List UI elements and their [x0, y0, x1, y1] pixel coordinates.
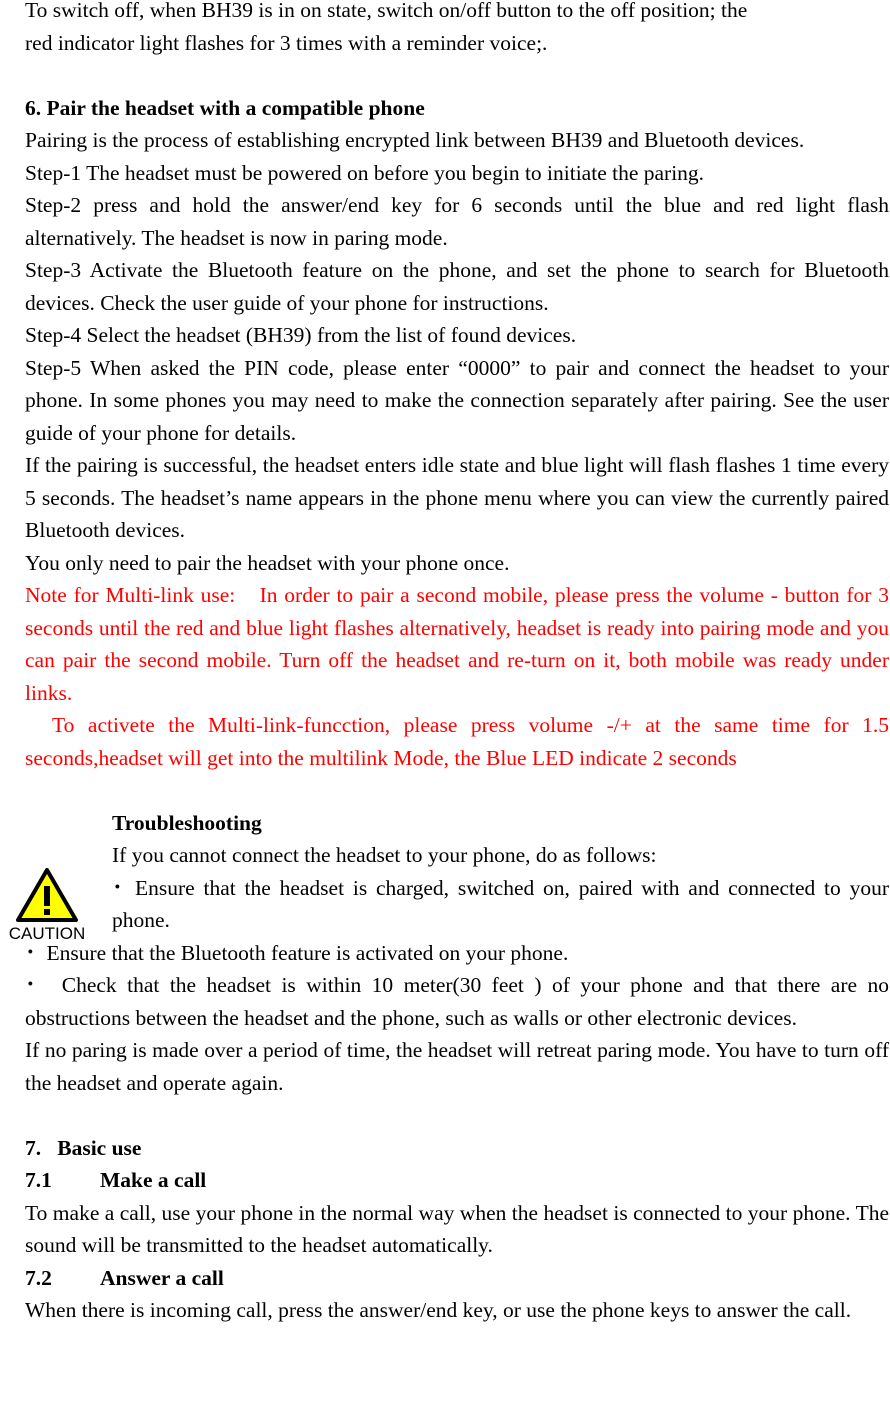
document-body — [25, 0, 889, 1327]
troubleshooting-retreat: If no paring is made over a period of time, the headset will retreat paring mode. You have to turn off the headset and operate again. — [25, 1038, 889, 1095]
pair-once: You only need to pair the headset with your phone once. — [25, 550, 510, 575]
section-7-1-heading — [25, 1164, 889, 1197]
step-2: Step-2 press and hold the answer/end key for 6 seconds until the blue and red light flash alternatively. The headset is now in paring mode. — [25, 193, 889, 250]
section-7-2-title: Answer a call — [100, 1265, 224, 1290]
section-7-1-title: Make a call — [100, 1168, 207, 1192]
section-6-heading: 6. Pair the headset with a compatible phone — [25, 95, 425, 120]
multilink-note: Note for Multi-link use: In order to pair a second mobile, please press the volume - button for 3 seconds until the red and blue light flashes alternatively, headset is ready into pairing mode and you can pair the second mobile. Turn off the headset and re-turn on it, both mobile was ready under links. — [25, 583, 889, 705]
step-3: Step-3 Activate the Bluetooth feature on the phone, and set the phone to search for Bluetooth devices. Check the user guide of your phone for instructions. — [25, 258, 889, 315]
section-7-2-number: 7.2 — [25, 1265, 52, 1290]
step-4: Step-4 Select the headset (BH39) from the list of found devices. — [25, 323, 577, 347]
section-7-1-number: 7.1 — [25, 1168, 52, 1192]
troubleshooting-bullet-3: ･ Check that the headset is within 10 meter(30 feet ) of your phone and that there are no obstructions between the headset and the phone, such as walls or other electronic devices. — [25, 973, 889, 1030]
troubleshooting-bullet-2: ･ Ensure that the Bluetooth feature is activated on your phone. — [25, 940, 569, 965]
switch-off-line-2: red indicator light flashes for 3 times with a reminder voice;. — [25, 30, 548, 55]
pairing-success: If the pairing is successful, the headset enters idle state and blue light will flash flashes 1 time every 5 seconds. The headset’s name appears in the phone menu where you can view the currently paired Bluetooth devices. — [25, 453, 889, 542]
section-7-1-text: To make a call, use your phone in the normal way when the headset is connected to your phone. The sound will be transmitted to the headset automatically. — [25, 1200, 889, 1257]
troubleshooting-bullet-1: ･ Ensure that the headset is charged, switched on, paired with and connected to your phone. — [112, 875, 889, 932]
switch-off-line-1: To switch off, when BH39 is in on state, switch on/off button to the off position; the — [25, 0, 748, 22]
multilink-activate: To activete the Multi-link-funcction, please press volume -/+ at the same time for 1.5 seconds,headset will get into the multilink Mode, the Blue LED indicate 2 seconds — [25, 713, 889, 770]
troubleshooting-heading: Troubleshooting — [112, 810, 262, 835]
step-1: Step-1 The headset must be powered on before you begin to initiate the paring. — [25, 160, 705, 185]
caution-label: CAUTION — [8, 924, 86, 942]
section-7-heading: 7. Basic use — [25, 1135, 142, 1160]
step-5: Step-5 When asked the PIN code, please enter “0000” to pair and connect the headset to your phone. In some phones you may need to make the connection separately after pairing. See the user guide of your phone for details. — [25, 355, 889, 445]
troubleshooting-intro: If you cannot connect the headset to your phone, do as follows: — [112, 843, 657, 867]
pairing-intro: Pairing is the process of establishing encrypted link between BH39 and Bluetooth devices. — [25, 128, 805, 152]
section-7-2-text: When there is incoming call, press the answer/end key, or use the phone keys to answer the call. — [25, 1298, 852, 1322]
section-7-2-heading — [25, 1262, 889, 1295]
